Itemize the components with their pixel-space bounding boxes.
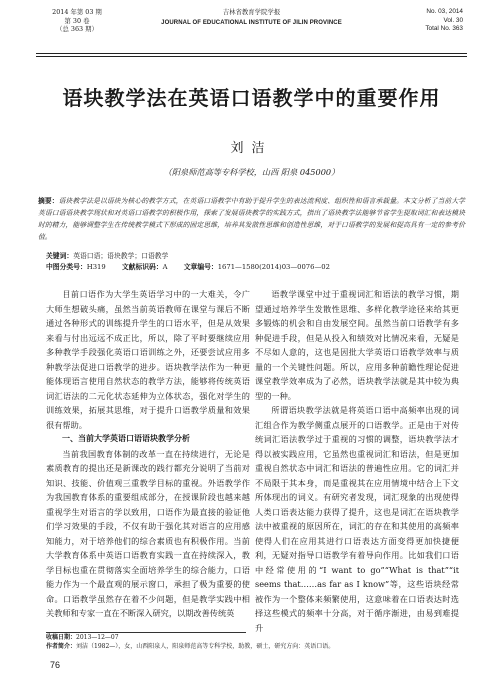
- id-label: 文章编号：: [183, 263, 218, 271]
- code-value: A: [162, 263, 168, 271]
- issue-number-en: No. 03, 2014: [426, 8, 463, 15]
- abstract-text: 语块教学法是以语块为核心的教学方式，在英语口语教学中有助于提升学生的表达流利度、组织性和语言承载量。本文分析了当前大学英语口语语块教学现状和对英语口语教学的积极作用，探索了发展语块教学的实践方式，指出了语块教学法能够节省学生提取词汇和表达模块时的精力，能够调整学生在传统教学模式下形成的固定思维，培养其发散性思维和创造性思维，对于口语教学的发展和提高具有一定的参考价值。: [38, 197, 466, 241]
- header-rule-thin: [36, 56, 467, 57]
- article-title: 语块教学法在英语口语教学中的重要作用: [62, 86, 441, 110]
- author-affiliation: （阳泉师范高等专科学校，山西 阳泉 045000）: [163, 167, 340, 177]
- received-label: 收稿日期：: [46, 634, 77, 641]
- page-number: 76: [50, 660, 61, 670]
- journal-name-cn: 吉林省教育学院学报: [222, 8, 281, 16]
- author-bio: [46, 642, 465, 651]
- total-number-en: Total No. 363: [425, 25, 463, 33]
- received-value: 2013—12—07: [76, 634, 119, 641]
- abstract: [38, 196, 465, 244]
- issue-year-line: 2014 年第 03 期: [52, 8, 102, 16]
- bio-value: 刘洁（1982—），女，山西阳泉人，阳泉师范高等专科学校，助教，硕士，研究方向：英语口语。: [76, 643, 335, 650]
- footnote: [46, 633, 465, 651]
- clc-label: 中图分类号：: [46, 263, 87, 271]
- body-paragraph: 目前口语作为大学生英语学习中的一大难关，令广大师生想破头痛，虽然当前英语教师在课堂与课后不断通过各种形式的训练提升学生的口语水平，但是从效果来看与付出远远不成正比，所以，除了平时要继续应用多种教学手段强化英语口语训练之外，还要尝试应用多种教学法促进口语教学的进步。语块教学法作为一种更能体现语言使用自然状态的教学方法，能够将传统英语词汇语法的二元化状态延伸为立体状态，强化对学生的训练效果，拓展其思维，对于提升口语教学质量和效果很有帮助。: [46, 289, 250, 430]
- clc-number: [46, 263, 106, 271]
- body-column-left: [46, 287, 250, 621]
- code-label: 文献标识码：: [121, 263, 163, 271]
- article-id: [184, 263, 330, 271]
- body-column-right: [255, 287, 459, 635]
- section-heading: 一、当前大学英语口语语块教学分析: [62, 434, 190, 443]
- received-date: [46, 633, 465, 642]
- journal-name: [156, 8, 347, 27]
- keywords-text: 英语口语；语块教学；口语教学: [73, 252, 169, 260]
- header-rule-thick: [36, 53, 467, 54]
- abstract-label: 摘要：: [38, 197, 59, 205]
- article-author: 刘洁: [230, 141, 273, 156]
- total-issue-line: （总 363 期）: [56, 25, 98, 34]
- keywords-label: 关键词：: [46, 252, 74, 260]
- issue-info-en: [425, 8, 463, 34]
- volume-en: Vol. 30: [443, 16, 463, 24]
- clc-value: H319: [86, 263, 106, 271]
- id-value: 1671—1580(2014)03—0076—02: [217, 263, 330, 271]
- bio-label: 作者简介：: [46, 643, 77, 650]
- body-paragraph: 当前我国教育体制的改革一直在持续进行，无论是素质教育的提出还是新课改的践行都充分说明了当前对知识、技能、价值观三重教学目标的重视。外语教学作为我国教育体系的重要组成部分，在授课阶段也越来越重视学生对语言的学以致用，口语作为最直接的验证他们学习效果的手段，不仅有助于强化其对语言的应用感知能力，对于培养他们的综合素质也有积极作用。当前大学教育体系中英语口语教育实践一直在持续深入，教学目标也重在贯彻落实全面培养学生的综合能力，口语能力作为一个最直观的展示窗口，承担了极为重要的使命。口语教学虽然存在着不少问题，但是教学实践中相关教师和专家一直在不断深入研究，以期改善传统英: [46, 448, 250, 618]
- volume-line: 第 30 卷: [64, 16, 90, 25]
- journal-name-en: JOURNAL OF EDUCATIONAL INSTITUTE OF JILIN PROVINCE: [161, 19, 342, 26]
- classification-line: [46, 262, 465, 273]
- running-header: [36, 8, 467, 52]
- document-code: [122, 263, 168, 271]
- issue-info-cn: [42, 8, 112, 34]
- body-paragraph: 语教学课堂中过于重视词汇和语法的教学习惯，期望通过培养学生发散性思维、多样化教学途径来给其更多锻炼的机会和自由发展空间。虽然当前口语教学有多种促进手段，但是从投入和绩效对比情况来看，无疑是不尽如人意的，这也是因批大学英语口语教学效率与质量的一个关键性问题。所以，应用多种前瞻性理论促进课堂教学效率成为了必然，语块教学法就是其中较为典型的一种。: [255, 289, 459, 401]
- body-paragraph: 所谓语块教学法就是将英语口语中高频率出现的词汇组合作为教学侧重点展开的口语教学。正是由于对传统词汇语法教学过于重视的习惯的调整，语块教学法才得以被实践应用，它虽然也重视词汇和语法，但是更加重视自然状态中词汇和语法的普遍性应用。它的词汇并不局限于其本身，而是重视其在应用情境中结合上下文所体现出的词义。有研究者发现，词汇现象的出现使得人类口语表达能力获得了提升，这也是词汇在语块教学法中被重视的原因所在，词汇的存在和其使用的高频率使得人们在应用其进行口语表达方面变得更加快捷便利，无疑对指导口语教学有着导向作用。比如我们口语中经常使用的“I want to go”“What is that”“it seems that……as far as I know”等，这些语块经常被作为一个整体来频繁使用，这意味着在口语表达时选择这些模式的频率十分高，对于循序渐进，由易到难提升: [255, 405, 459, 633]
